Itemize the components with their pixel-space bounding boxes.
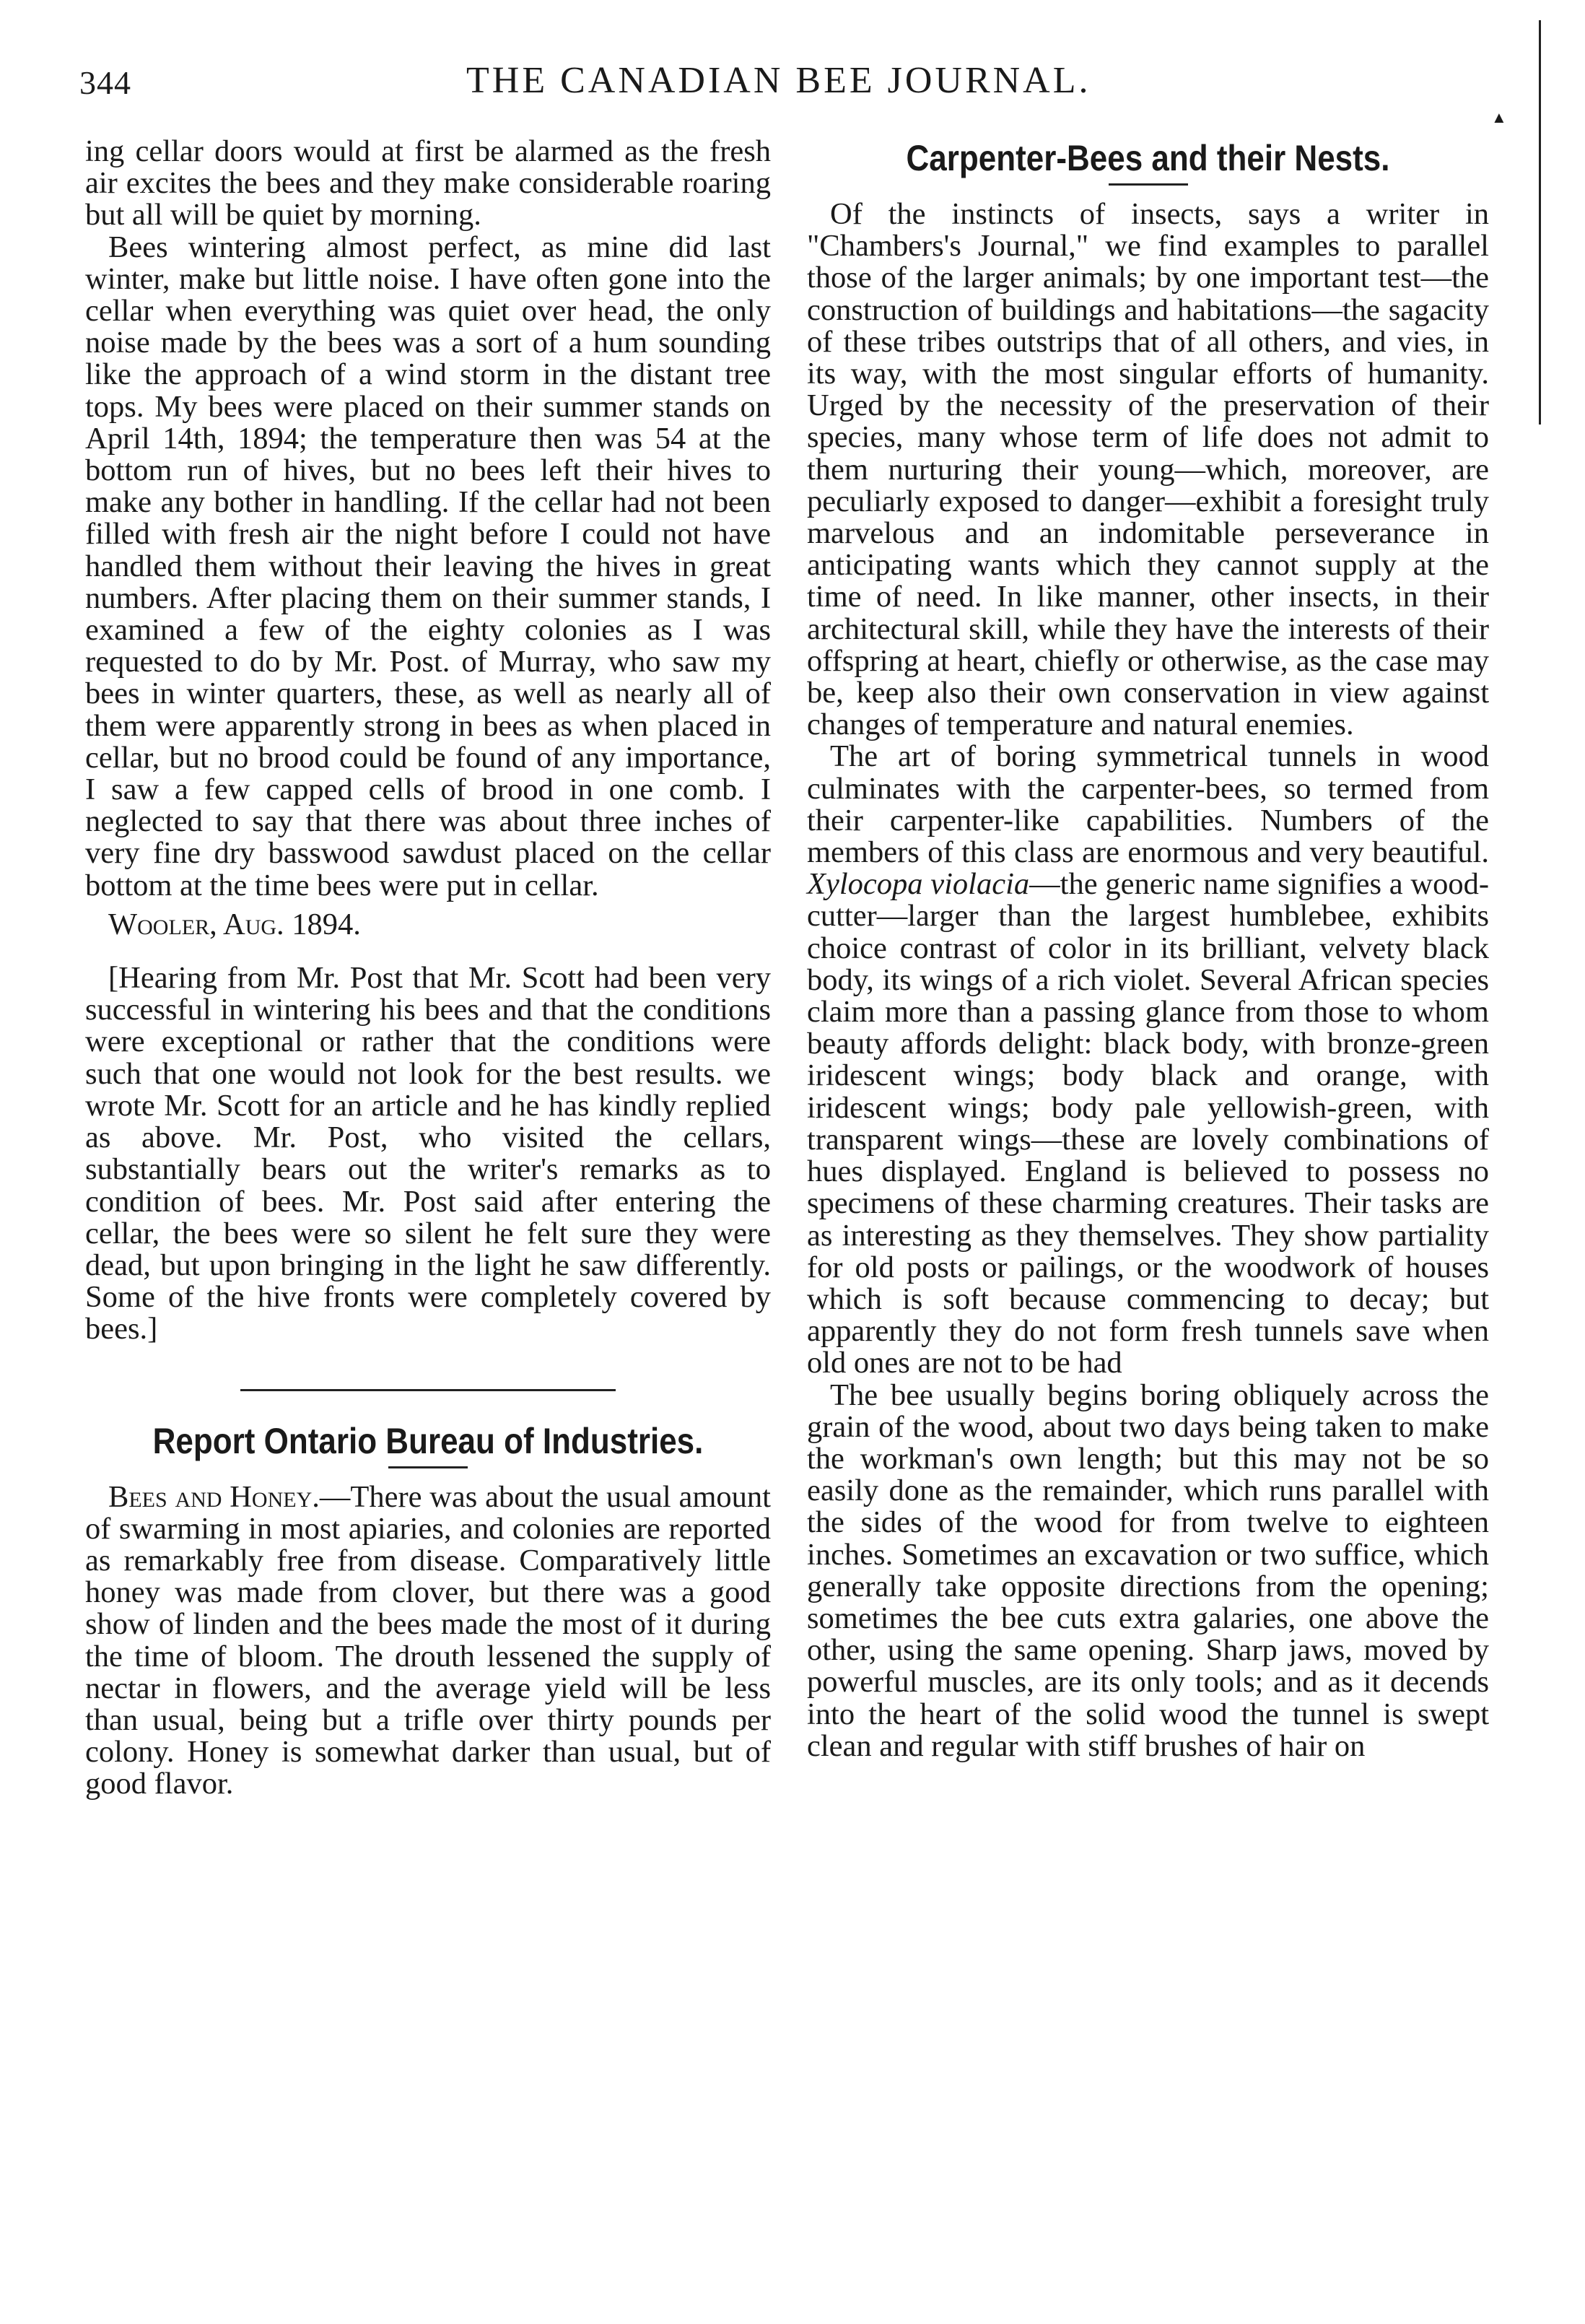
right-paragraph-1: Of the instincts of insects, says a writer in "Chambers's Journal," we find examples to parallel those of the larger animals; by one important test—the construction of buildings and habitations—the sagacity of these tribes outstrips that of all others, and vies, in its way, with the most singular efforts of humanity. Urged by the necessity of the preservation of their species, many whose term of life does not admit to them nurturing their young—which, moreover, are peculiarly exposed to danger—exhibit a foresight truly marvelous and an indomitable perseverance in anticipating wants which they cannot supply at the time of need. In like manner, other insects, in their architectural skill, while they have the interests of their offspring at heart, chiefly or otherwise, as the case may be, keep also their own conservation in view against changes of temperature and natural enemies.: [807, 197, 1489, 742]
species-name: Xylocopa violacia: [807, 867, 1030, 902]
bees-and-honey-text: —There was about the usual amount of swarming in most apiaries, and colonies are reported as remarkably free from disease. Comparatively little honey was made from clover, but there was a good show of linden and the bees made the most of it during the time of bloom. The drouth lessened the supply of nectar in flowers, and the average yield will be less than usual, being but a trifle over thirty pounds per colony. Honey is somewhat darker than usual, but of good flavor.: [85, 1479, 771, 1801]
left-paragraph-3: [85, 1481, 771, 1801]
margin-rule: [1539, 20, 1541, 425]
heading-rule: [388, 1466, 468, 1468]
right-paragraph-2-end: —the generic name signifies a wood-cutter—larger than the largest humblebee, exhibits choice contrast of color in its brilliant, velvety black body, its wings of a rich violet. Several African species claim more than a passing glance from those to whom beauty affords delight: black body, with bronze-green iridescent wings; body black and orange, with iridescent wings; body pale yellowish-green, with transparent wings—these are lovely combinations of hues displayed. England is believed to possess no specimens of these charming creatures. Their tasks are as interesting as they themselves. They show partiality for old posts or pailings, or the woodwork of houses which is soft because commencing to decay; but apparently they do not form fresh tunnels save when old ones are not to be had: [807, 867, 1489, 1380]
report-heading: Report Ontario Bureau of Industries.: [152, 1420, 704, 1461]
section-divider: [240, 1389, 616, 1391]
left-paragraph-1: ing cellar doors would at first be alarmed as the fresh air excites the bees and they make considerable roaring but all will be quiet by morning.: [85, 134, 771, 232]
right-paragraph-3: The bee usually begins boring obliquely across the grain of the wood, about two days being taken to make the workman's own length; but this may not be so easily done as the remainder, which runs parallel with the sides of the wood for from twelve to eighteen inches. Sometimes an excavation or two suffice, which generally take opposite directions from the opening; sometimes the bee cuts extra galaries, one above the other, using the same opening. Sharp jaws, moved by powerful muscles, are its only tools; and as it decends into the heart of the solid wood the tunnel is swept clean and regular with stiff brushes of hair on: [807, 1378, 1489, 1763]
left-paragraph-2: Bees wintering almost perfect, as mine did last winter, make but little noise. I have often gone into the cellar when everything was quiet over head, the only noise made by the bees was a sort of a hum sounding like the approach of a wind storm in the distant tree tops. My bees were placed on their summer stands on April 14th, 1894; the temperature then was 54 at the bottom run of hives, but no bees left their hives to make any bother in handling. If the cellar had not been filled with fresh air the night before I could not have handled them without their leaving the hives in great numbers. After placing them on their summer stands, I examined a few of the eighty colonies as I was requested to do by Mr. Post. of Murray, who saw my bees in winter quarters, these, as well as nearly all of them were apparently strong in bees as when placed in cellar, but no brood could be found of any importance, I saw a few capped cells of brood in one comb. I neglected to say that there was about three inches of very fine dry basswood sawdust placed on the cellar bottom at the time bees were put in cellar.: [85, 230, 771, 902]
bees-and-honey-label: Bees and Honey.: [108, 1479, 320, 1514]
editorial-note: [Hearing from Mr. Post that Mr. Scott had been very successful in wintering his bees and that the conditions were exceptional or rather that the conditions were such that one would not look for the best results. we wrote Mr. Scott for an article and he has kindly replied as above. Mr. Post, who visited the cellars, substantially bears out the writer's remarks as to condition of bees. Mr. Post said after entering the cellar, the bees were so silent he felt sure they were dead, but upon bringing in the light he saw differently. Some of the hive fronts were completely covered by bees.]: [85, 961, 771, 1346]
right-column: [807, 136, 1489, 1762]
journal-title: THE CANADIAN BEE JOURNAL.: [466, 60, 1091, 101]
article-heading-rule: [1109, 183, 1188, 186]
page-number: 344: [79, 64, 131, 101]
corner-mark: ▲: [1491, 108, 1507, 126]
left-column: [85, 136, 771, 1801]
article-heading: Carpenter-Bees and their Nests.: [906, 138, 1390, 178]
right-paragraph-2: [807, 741, 1489, 1379]
signoff: Wooler, Aug. 1894.: [108, 907, 361, 941]
right-paragraph-2-start: The art of boring symmetrical tunnels in wood culminates with the carpenter-bees, so termed from their carpenter-like capabilities. Numbers of the members of this class are enormous and very beautiful.: [807, 739, 1489, 870]
